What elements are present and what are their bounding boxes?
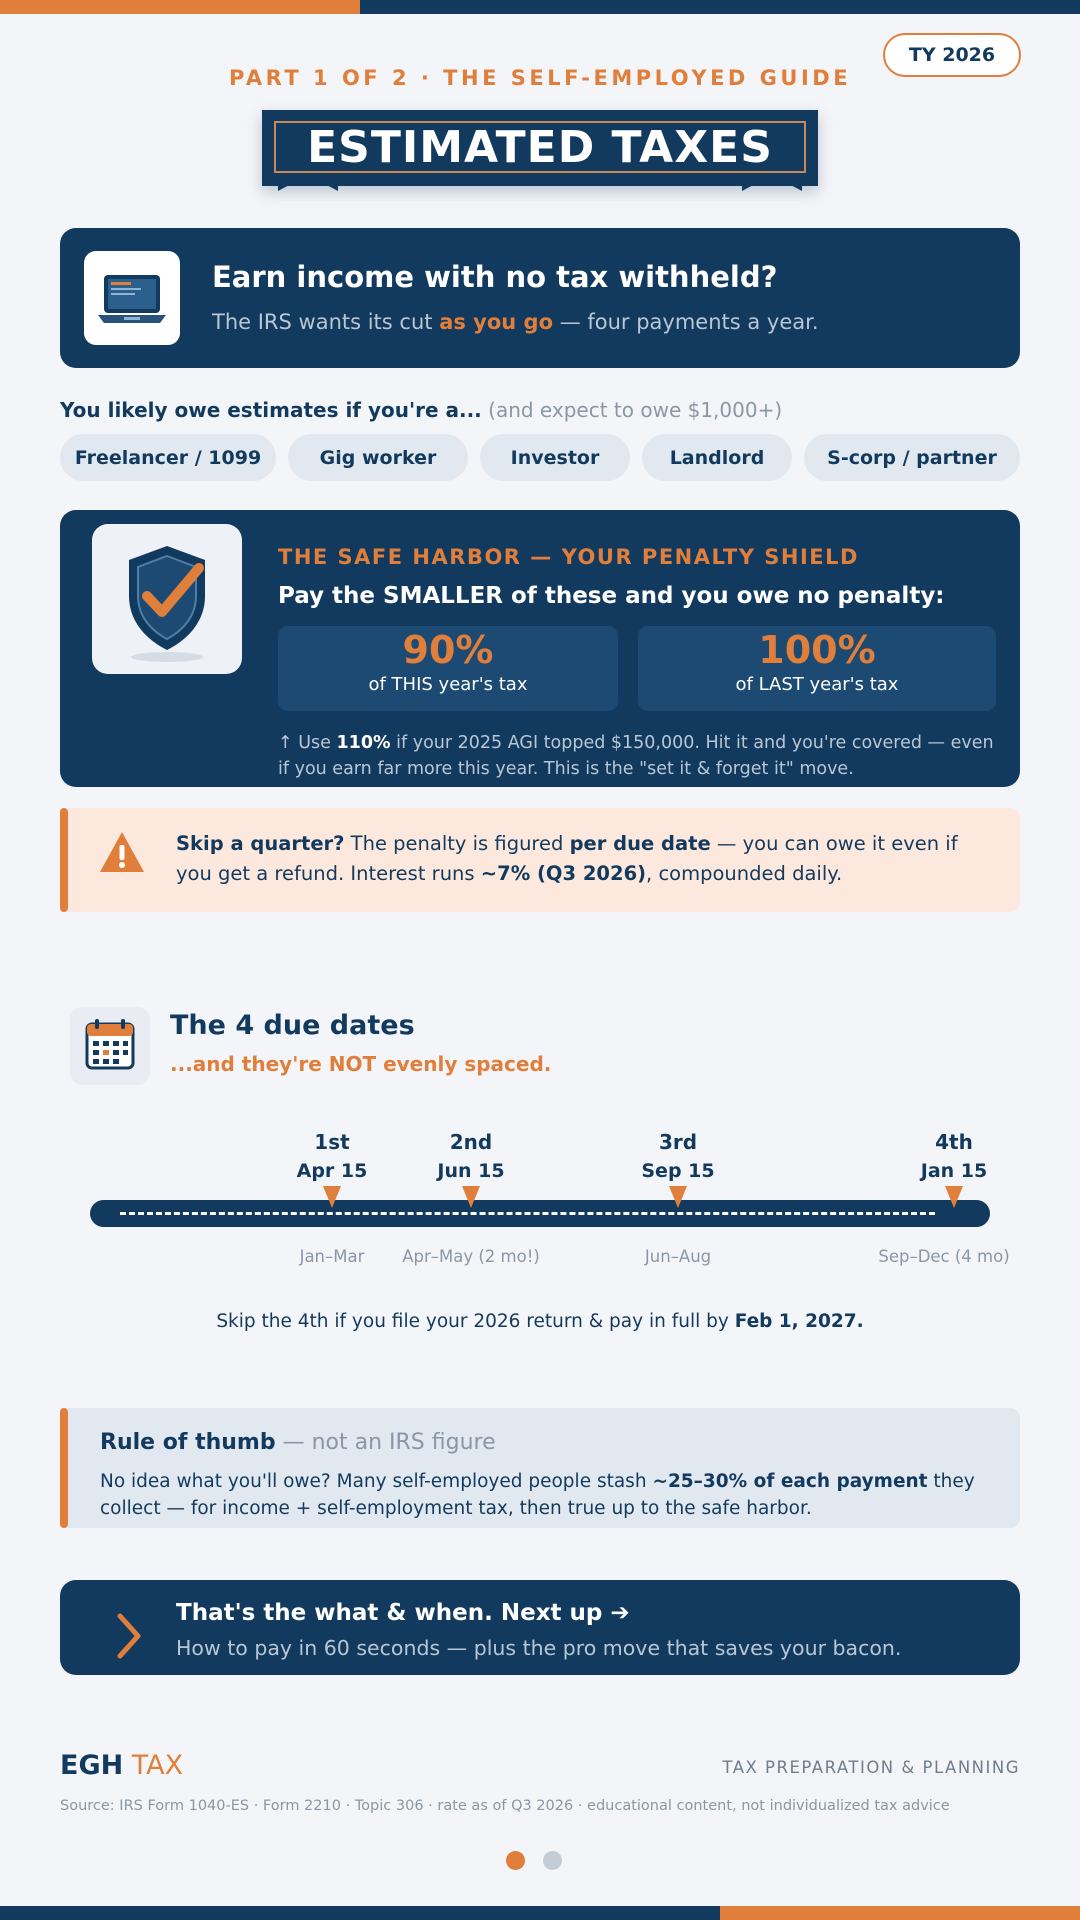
rule-accent-bar (60, 1408, 68, 1528)
tax-year-badge: TY 2026 (883, 33, 1021, 77)
pill-landlord: Landlord (642, 434, 792, 481)
span-label-2: Apr–May (2 mo!) (402, 1247, 540, 1266)
stat-last-year (638, 626, 996, 711)
stat-this-year (278, 626, 618, 711)
stat-label: of THIS year's tax (368, 674, 528, 695)
pill-scorp: S-corp / partner (804, 434, 1020, 481)
marker-pointer-4 (945, 1186, 963, 1208)
skip-fourth-note: Skip the 4th if you file your 2026 return & pay in full by Feb 1, 2027. (216, 1311, 864, 1332)
stat-value: 90% (402, 628, 494, 672)
stat-value: 100% (758, 628, 876, 672)
brand-tagline: TAX PREPARATION & PLANNING (722, 1758, 1020, 1777)
bottom-accent-navy (0, 1906, 720, 1920)
brand-logo: EGH TAX (60, 1750, 184, 1781)
warning-text: Skip a quarter? The penalty is figured per due date — you can owe it even if you get a refund. Interest runs ~7% (Q3 2026), compounded daily. (176, 832, 958, 885)
safe-harbor-title: Pay the SMALLER of these and you owe no penalty: (278, 583, 945, 609)
marker-2: 2nd Jun 15 (437, 1130, 505, 1182)
laptop-icon (84, 251, 180, 345)
series-kicker: PART 1 OF 2 · THE SELF-EMPLOYED GUIDE (228, 66, 852, 90)
marker-pointer-1 (323, 1186, 341, 1208)
marker-pointer-3 (669, 1186, 687, 1208)
next-up-card[interactable] (60, 1580, 1020, 1675)
top-accent-navy (360, 0, 1080, 14)
warning-icon (98, 830, 146, 878)
owe-lead: You likely owe estimates if you're a... (and expect to owe $1,000+) (60, 398, 783, 422)
page-title: ESTIMATED TAXES (274, 121, 806, 173)
next-up-subtitle: How to pay in 60 seconds — plus the pro move that saves your bacon. (176, 1636, 902, 1660)
marker-1: 1st Apr 15 (296, 1130, 368, 1182)
safe-harbor-note: ↑ Use 110% if your 2025 AGI topped $150,000. Hit it and you're covered — even if you earn far more this year. This is the "set it & forget it" move. (278, 733, 994, 779)
due-dates-subtitle: ...and they're NOT evenly spaced. (170, 1052, 552, 1076)
warning-accent-bar (60, 808, 68, 912)
chevron-right-icon (114, 1612, 144, 1664)
page-dot-active[interactable] (506, 1851, 525, 1870)
pill-investor: Investor (480, 434, 630, 481)
shield-check-icon (92, 524, 242, 674)
span-label-4: Sep–Dec (4 mo) (878, 1247, 1010, 1266)
marker-pointer-2 (462, 1186, 480, 1208)
rule-text: No idea what you'll owe? Many self-employed people stash ~25–30% of each payment they collect — for income + self-employment tax, then true up to the safe harbor. (100, 1471, 975, 1519)
hero-card (60, 228, 1020, 368)
marker-3: 3rd Sep 15 (641, 1130, 715, 1182)
safe-harbor-kicker: THE SAFE HARBOR — YOUR PENALTY SHIELD (278, 545, 859, 569)
timeline-dashes (120, 1212, 935, 1215)
rule-title: Rule of thumb — not an IRS figure (100, 1430, 496, 1455)
bottom-accent-orange (720, 1906, 1080, 1920)
marker-4: 4th Jan 15 (920, 1130, 988, 1182)
top-accent-orange (0, 0, 360, 14)
hero-title: Earn income with no tax withheld? (212, 260, 778, 294)
due-dates-title: The 4 due dates (170, 1010, 415, 1041)
page-dot[interactable] (543, 1851, 562, 1870)
next-up-title: That's the what & when. Next up ➔ (176, 1600, 630, 1626)
span-label-1: Jan–Mar (299, 1247, 365, 1266)
pill-gig-worker: Gig worker (288, 434, 468, 481)
pill-freelancer: Freelancer / 1099 (60, 434, 276, 481)
stat-label: of LAST year's tax (735, 674, 899, 695)
span-label-3: Jun–Aug (644, 1247, 712, 1266)
hero-subtitle: The IRS wants its cut as you go — four payments a year. (212, 310, 819, 334)
calendar-icon (70, 1007, 150, 1085)
source-note: Source: IRS Form 1040-ES · Form 2210 · Topic 306 · rate as of Q3 2026 · educational content, not individualized tax advice (60, 1798, 950, 1814)
